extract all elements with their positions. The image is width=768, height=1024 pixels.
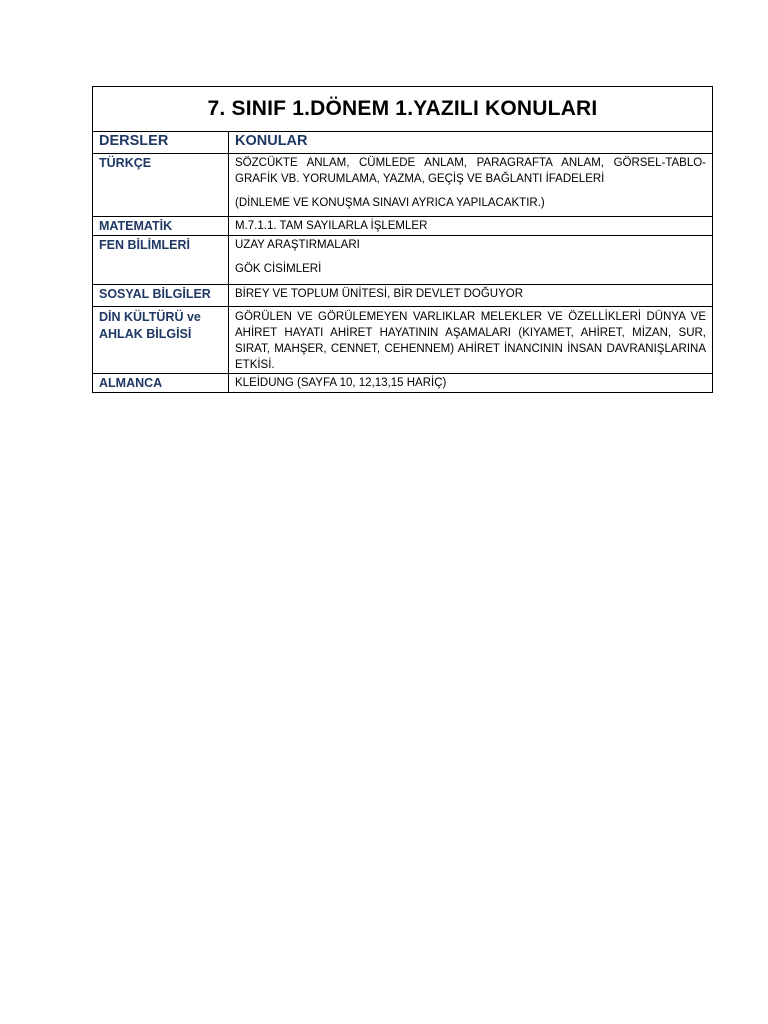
document-title: 7. SINIF 1.DÖNEM 1.YAZILI KONULARI: [93, 87, 713, 132]
topic-text: KLEİDUNG (SAYFA 10, 12,13,15 HARİÇ): [235, 377, 447, 389]
topic-text: BİREY VE TOPLUM ÜNİTESİ, BİR DEVLET DOĞUYOR: [235, 288, 523, 300]
table-row-sosyal-bilgiler: [93, 285, 713, 307]
topics-cell: [229, 285, 713, 307]
topics-cell: [229, 154, 713, 217]
subject-cell: FEN BİLİMLERİ: [93, 236, 229, 285]
topics-cell: [229, 217, 713, 236]
topics-cell: [229, 236, 713, 285]
topics-column-header: KONULAR: [229, 132, 713, 154]
topic-text: SÖZCÜKTE ANLAM, CÜMLEDE ANLAM, PARAGRAFTA ANLAM, GÖRSEL-TABLO-GRAFİK VB. YORUMLAMA, YAZMA, GEÇİŞ VE BAĞLANTI İFADELERİ: [235, 157, 707, 185]
table-row-din-kulturu: [93, 307, 713, 374]
topic-text: (DİNLEME VE KONUŞMA SINAVI AYRICA YAPILACAKTIR.): [235, 197, 545, 209]
subject-cell: ALMANCA: [93, 374, 229, 393]
topics-cell: [229, 307, 713, 374]
table-row-matematik: [93, 217, 713, 236]
subject-cell: TÜRKÇE: [93, 154, 229, 217]
topics-cell: [229, 374, 713, 393]
topic-text: GÖK CİSİMLERİ: [235, 263, 322, 275]
subject-cell: SOSYAL BİLGİLER: [93, 285, 229, 307]
subject-cell: MATEMATİK: [93, 217, 229, 236]
table-row-fen-bilimleri: [93, 236, 713, 285]
table-row-turkce: [93, 154, 713, 217]
topic-text: M.7.1.1. TAM SAYILARLA İŞLEMLER: [235, 220, 428, 232]
exam-topics-table: [92, 86, 713, 393]
table-row-almanca: [93, 374, 713, 393]
topic-text: GÖRÜLEN VE GÖRÜLEMEYEN VARLIKLAR MELEKLER VE ÖZELLİKLERİ DÜNYA VE AHİRET HAYATI AHİRET HAYATININ AŞAMALARI (KIYAMET, AHİRET, MİZAN, SUR, SIRAT, MAHŞER, CENNET, CEHENNEM) AHİRET İNANCININ İNSAN DAVRANIŞLARINA ETKİSİ.: [235, 311, 707, 371]
title-row: [93, 87, 713, 132]
header-row: [93, 132, 713, 154]
topic-text: UZAY ARAŞTIRMALARI: [235, 239, 360, 251]
subject-cell: DİN KÜLTÜRÜ ve AHLAK BİLGİSİ: [93, 307, 229, 374]
exam-topics-sheet: [92, 86, 712, 393]
subjects-column-header: DERSLER: [93, 132, 229, 154]
